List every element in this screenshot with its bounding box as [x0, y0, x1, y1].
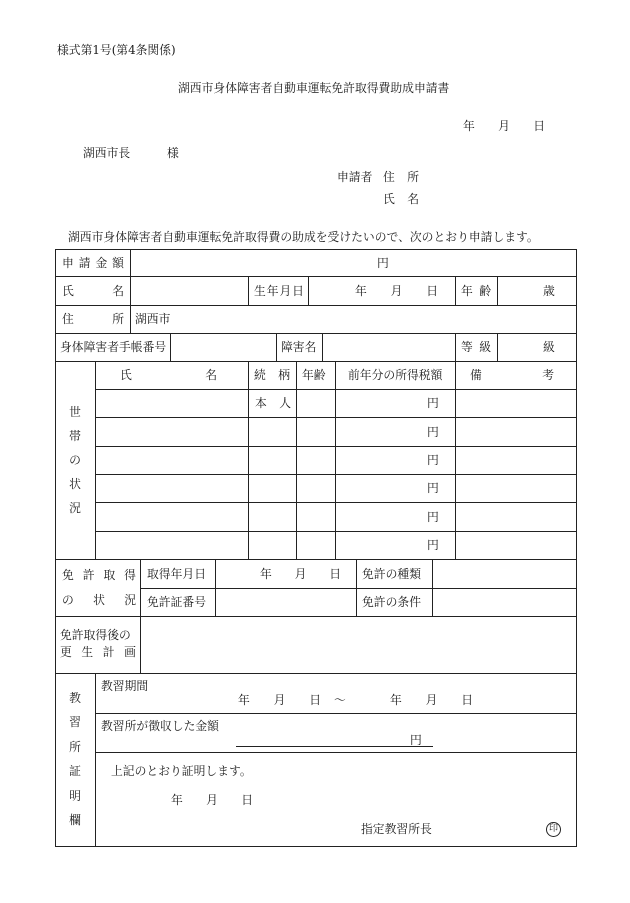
- address-label: 住 所: [62, 312, 124, 326]
- name-label: 氏 名: [62, 284, 124, 298]
- school-fee-unit: 円: [410, 733, 422, 747]
- training-period-label: 教習期間: [101, 679, 149, 693]
- household-row-tax-unit: 円: [427, 425, 439, 439]
- address-value: 湖西市: [135, 312, 171, 326]
- school-certification-section-label: 教 習 所 証 明 欄: [69, 691, 81, 827]
- addressee-name: 湖西市長: [83, 146, 131, 160]
- training-period-to: 年 月 日: [390, 693, 473, 707]
- license-section-label-1: 免 許 取 得: [62, 568, 136, 582]
- rehab-plan-label-1: 免許取得後の: [60, 628, 131, 642]
- birthdate-value: 年 月 日: [355, 284, 438, 298]
- school-fee-label: 教習所が徴収した金額: [101, 719, 219, 733]
- age-unit: 歳: [543, 284, 555, 298]
- license-section-label-2: の 状 況: [62, 593, 136, 607]
- certification-date: 年 月 日: [171, 793, 253, 807]
- household-col-tax: 前年分の所得税額: [348, 368, 443, 382]
- intro-statement: 湖西市身体障害者自動車運転免許取得費の助成を受けたいので、次のとおり申請します。: [68, 230, 539, 244]
- submission-date: 年 月 日: [463, 119, 545, 133]
- applicant-address-label: 住 所: [383, 170, 419, 184]
- certification-signer: 指定教習所長: [361, 822, 432, 836]
- license-number-label: 免許証番号: [147, 595, 206, 609]
- age-label: 年 齢: [461, 284, 491, 298]
- form-title: 湖西市身体障害者自動車運転免許取得費助成申請書: [178, 81, 450, 95]
- household-col-relation: 続 柄: [254, 368, 290, 382]
- household-row-tax-unit: 円: [427, 510, 439, 524]
- disability-label: 障害名: [281, 340, 317, 354]
- household-col-remarks: 備 考: [470, 368, 554, 382]
- license-type-label: 免許の種類: [362, 567, 421, 581]
- handbook-number-label: 身体障害者手帳番号: [60, 340, 167, 354]
- grade-unit: 級: [543, 340, 555, 354]
- addressee-honorific: 様: [167, 146, 179, 160]
- birthdate-label: 生 年 月 日: [254, 284, 304, 298]
- household-col-name: 氏 名: [120, 368, 217, 382]
- household-row-tax-unit: 円: [427, 453, 439, 467]
- seal-mark: 印: [546, 822, 561, 837]
- household-section-label: 世 帯 の 状 況: [69, 405, 81, 515]
- household-row-tax-unit: 円: [427, 481, 439, 495]
- household-col-age: 年齢: [302, 368, 326, 382]
- training-period-from: 年 月 日: [238, 693, 321, 707]
- grade-label: 等 級: [461, 340, 491, 354]
- license-acquired-date-value: 年 月 日: [260, 567, 341, 581]
- applicant-name-label: 氏 名: [383, 192, 419, 206]
- applicant-label: 申請者: [337, 170, 373, 184]
- rehab-plan-label-2: 更 生 計 画: [60, 645, 136, 659]
- amount-label: 申 請 金 額: [62, 256, 124, 270]
- household-row-tax-unit: 円: [427, 396, 439, 410]
- household-row-relation: 本 人: [255, 396, 291, 410]
- form-number: 様式第1号(第4条関係): [57, 43, 176, 57]
- amount-unit: 円: [377, 256, 389, 270]
- license-conditions-label: 免許の条件: [362, 595, 421, 609]
- school-fee-underline: [236, 746, 433, 747]
- household-row-tax-unit: 円: [427, 538, 439, 552]
- training-period-separator: ～: [334, 693, 346, 707]
- license-acquired-date-label: 取得年月日: [147, 567, 206, 581]
- certification-statement: 上記のとおり証明します。: [111, 764, 252, 778]
